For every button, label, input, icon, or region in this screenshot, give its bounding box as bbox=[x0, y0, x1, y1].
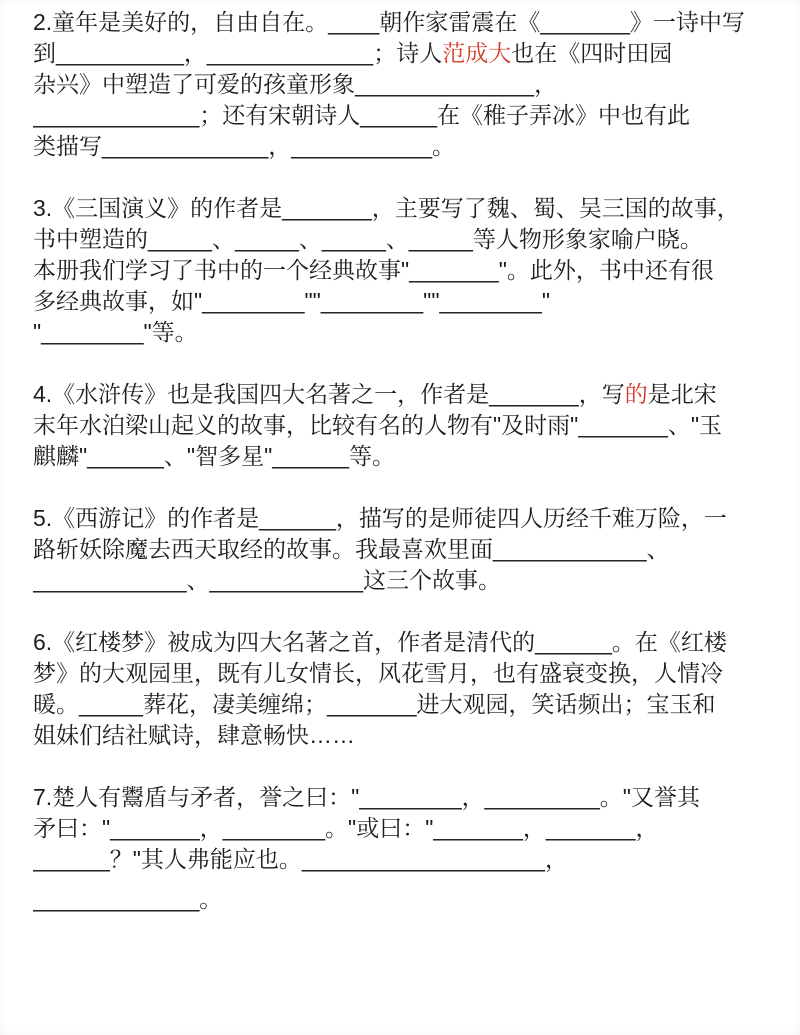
line-text: 路斩妖除魔去西天取经的故事。我最喜欢里面____________、 bbox=[33, 536, 670, 562]
text-line bbox=[33, 565, 767, 596]
text-line bbox=[33, 720, 767, 751]
text-line bbox=[33, 627, 767, 658]
line-text: ____________、____________这三个故事。 bbox=[33, 567, 501, 593]
text-line bbox=[33, 100, 767, 131]
text-line bbox=[33, 503, 767, 534]
text-line bbox=[33, 844, 767, 875]
line-text: 类描写_____________，___________。 bbox=[33, 133, 455, 159]
text-line bbox=[33, 7, 767, 38]
text-line bbox=[33, 286, 767, 317]
line-text: _____________；还有宋朝诗人______在《稚子弄冰》中也有此 bbox=[33, 102, 691, 128]
text-line bbox=[33, 131, 767, 162]
question-5 bbox=[33, 503, 767, 596]
highlighted-term: 的 bbox=[624, 381, 648, 407]
line-text: 矛曰："_______，________。"或曰："_______，_______， bbox=[33, 815, 659, 841]
line-text: 3.《三国演义》的作者是_______，主要写了魏、蜀、吴三国的故事， bbox=[33, 195, 740, 221]
text-line bbox=[33, 317, 767, 348]
highlighted-term: 范成大 bbox=[442, 40, 512, 66]
text-line bbox=[33, 224, 767, 255]
text-line bbox=[33, 658, 767, 689]
text-line bbox=[33, 69, 767, 100]
line-text: 书中塑造的_____、_____、_____、_____等人物形象家喻户晓。 bbox=[33, 226, 703, 252]
line-text: 是北宋 bbox=[647, 381, 717, 407]
line-text: 暖。_____葬花，凄美缠绵；_______进大观园，笑话频出；宝玉和 bbox=[33, 691, 716, 717]
line-text: 本册我们学习了书中的一个经典故事"_______"。此外，书中还有很 bbox=[33, 257, 714, 283]
line-text: "________"等。 bbox=[33, 319, 198, 345]
line-text: 麒麟"______、"智多星"______等。 bbox=[33, 443, 395, 469]
line-text: 末年水泊梁山起义的故事，比较有名的人物有"及时雨"_______、"玉 bbox=[33, 412, 723, 438]
question-4 bbox=[33, 379, 767, 472]
text-line bbox=[33, 813, 767, 844]
question-2 bbox=[33, 7, 767, 162]
line-text: ______？"其人弗能应也。___________________， bbox=[33, 846, 568, 872]
text-line bbox=[33, 884, 767, 915]
text-line bbox=[33, 193, 767, 224]
line-text: 6.《红楼梦》被成为四大名著之首，作者是清代的______。在《红楼 bbox=[33, 629, 727, 655]
text-line bbox=[33, 38, 767, 69]
text-line bbox=[33, 441, 767, 472]
text-line bbox=[33, 689, 767, 720]
question-3 bbox=[33, 193, 767, 348]
text-line bbox=[33, 255, 767, 286]
text-line bbox=[33, 782, 767, 813]
line-text: 到__________，_____________；诗人 bbox=[33, 40, 443, 66]
text-line bbox=[33, 379, 767, 410]
text-line bbox=[33, 410, 767, 441]
line-text: 梦》的大观园里，既有儿女情长，风花雪月，也有盛衰变换，人情冷 bbox=[33, 660, 723, 686]
line-text: 姐妹们结社赋诗，肆意畅快…… bbox=[33, 722, 355, 748]
line-text: _____________。 bbox=[33, 886, 223, 912]
line-text: 也在《四时田园 bbox=[511, 40, 673, 66]
line-text: 2.童年是美好的，自由自在。____朝作家雷震在《_______》一诗中写 bbox=[33, 9, 745, 35]
question-7 bbox=[33, 782, 767, 915]
line-text: 7.楚人有鬻盾与矛者，誉之曰："________，_________。"又誉其 bbox=[33, 784, 700, 810]
line-text: 杂兴》中塑造了可爱的孩童形象______________， bbox=[33, 71, 558, 97]
question-6 bbox=[33, 627, 767, 751]
line-text: 5.《西游记》的作者是______，描写的是师徒四人历经千难万险，一 bbox=[33, 505, 727, 531]
line-text: 多经典故事，如"________""________""________" bbox=[33, 288, 550, 314]
line-text: 4.《水浒传》也是我国四大名著之一，作者是_______，写 bbox=[33, 381, 625, 407]
text-line bbox=[33, 534, 767, 565]
